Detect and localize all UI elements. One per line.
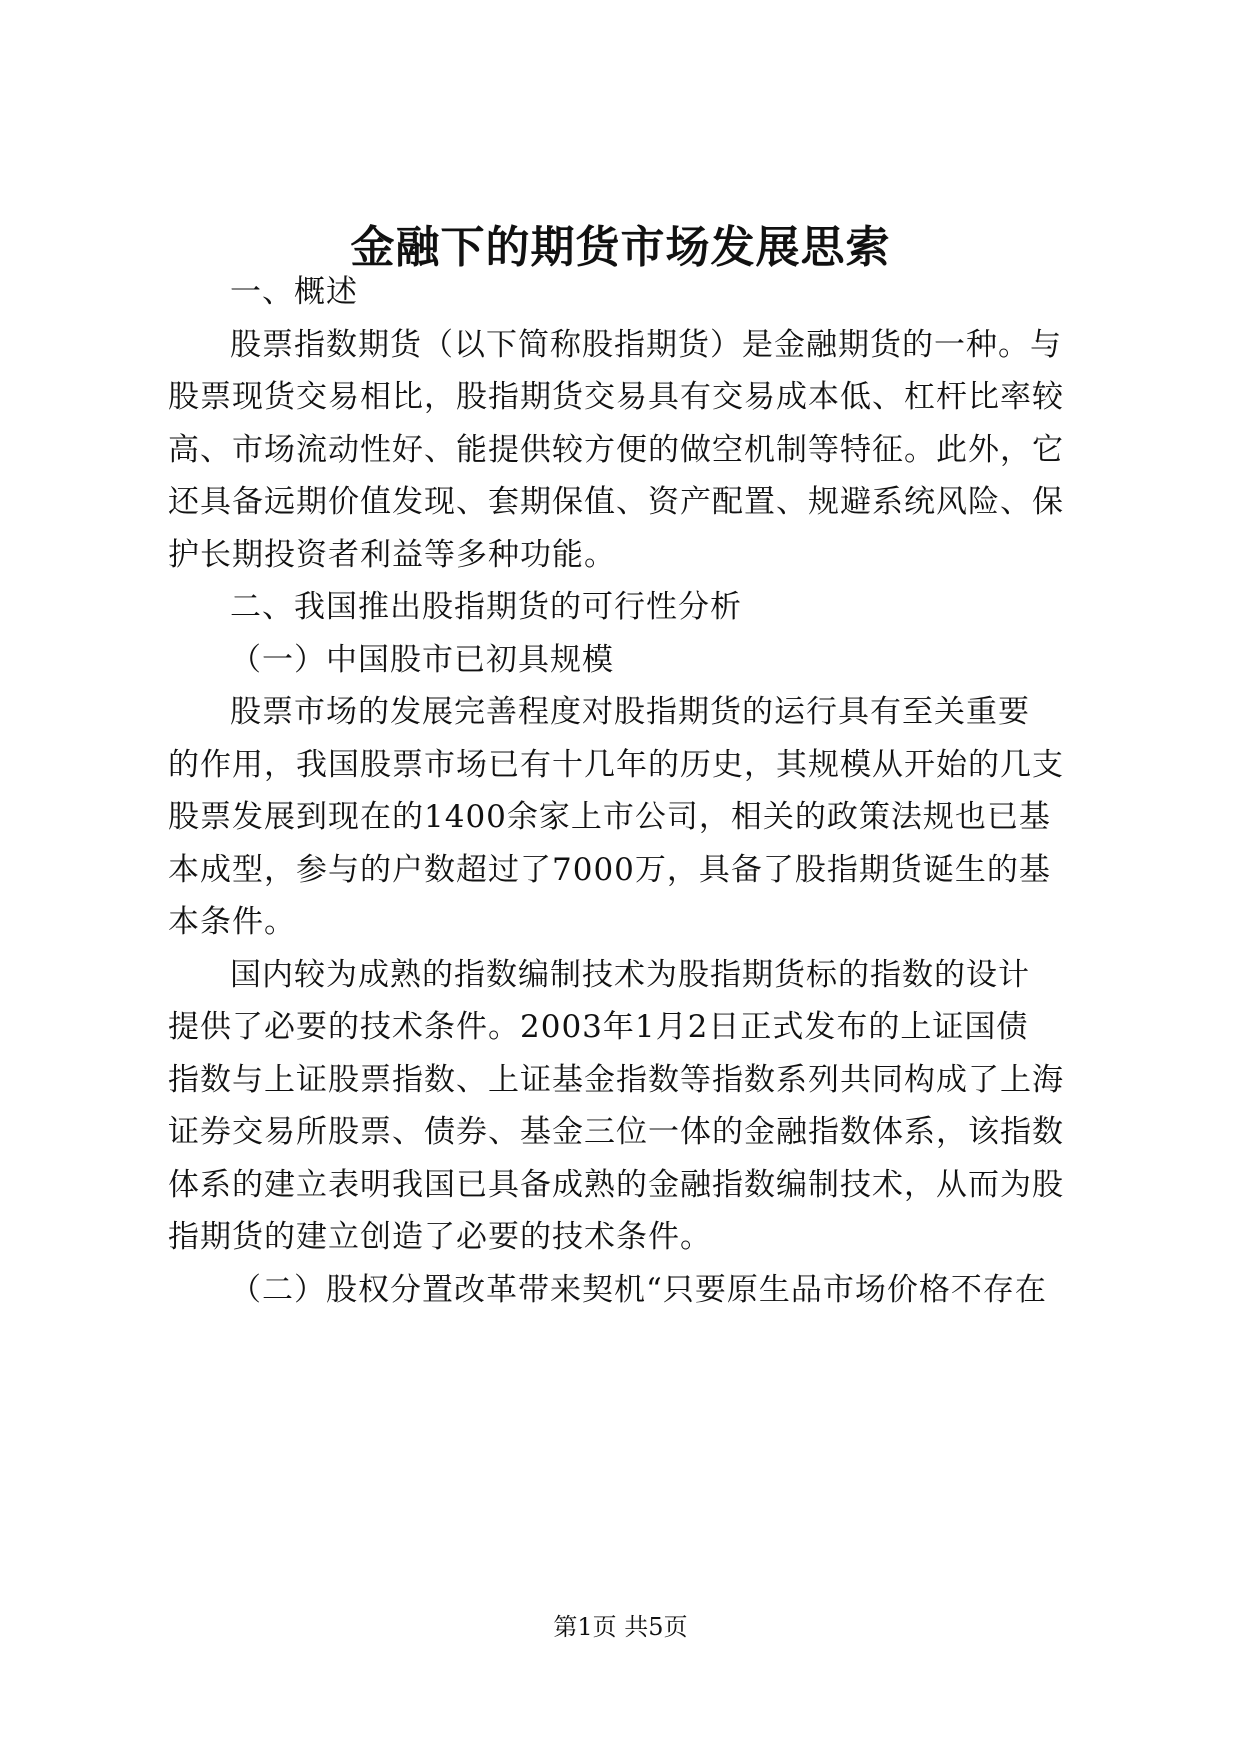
page-number: 第1页 共5页: [553, 1613, 688, 1641]
paragraph-line: 护长期投资者利益等多种功能。: [168, 537, 616, 573]
paragraph-line: 指期货的建立创造了必要的技术条件。: [168, 1219, 712, 1255]
subheading-one: （一）中国股市已初具规模: [230, 642, 614, 678]
paragraph-line: 还具备远期价值发现、套期保值、资产配置、规避系统风险、保: [168, 484, 1064, 520]
heading-overview: 一、概述: [230, 274, 358, 310]
paragraph-line: 本成型，参与的户数超过了7000万，具备了股指期货诞生的基: [168, 852, 1051, 888]
paragraph-line: 国内较为成熟的指数编制技术为股指期货标的指数的设计: [230, 957, 1030, 993]
paragraph-line: 的作用，我国股票市场已有十几年的历史，其规模从开始的几支: [168, 747, 1064, 783]
paragraph-line: 提供了必要的技术条件。2003年1月2日正式发布的上证国债: [168, 1009, 1029, 1045]
paragraph-line: 股票指数期货（以下简称股指期货）是金融期货的一种。与: [230, 327, 1062, 363]
paragraph-line: 股票发展到现在的1400余家上市公司，相关的政策法规也已基: [168, 799, 1051, 835]
paragraph-line: 高、市场流动性好、能提供较方便的做空机制等特征。此外，它: [168, 432, 1064, 468]
paragraph-line: 股票市场的发展完善程度对股指期货的运行具有至关重要: [230, 694, 1030, 730]
paragraph-line: 证券交易所股票、债券、基金三位一体的金融指数体系，该指数: [168, 1114, 1064, 1150]
subheading-two: （二）股权分置改革带来契机“只要原生品市场价格不存在: [230, 1272, 1047, 1308]
document-title: 金融下的期货市场发展思索: [350, 222, 891, 273]
paragraph-line: 本条件。: [168, 904, 296, 940]
paragraph-line: 指数与上证股票指数、上证基金指数等指数系列共同构成了上海: [168, 1062, 1064, 1098]
paragraph-line: 股票现货交易相比，股指期货交易具有交易成本低、杠杆比率较: [168, 379, 1064, 415]
heading-feasibility: 二、我国推出股指期货的可行性分析: [230, 589, 742, 625]
paragraph-line: 体系的建立表明我国已具备成熟的金融指数编制技术，从而为股: [168, 1167, 1064, 1203]
